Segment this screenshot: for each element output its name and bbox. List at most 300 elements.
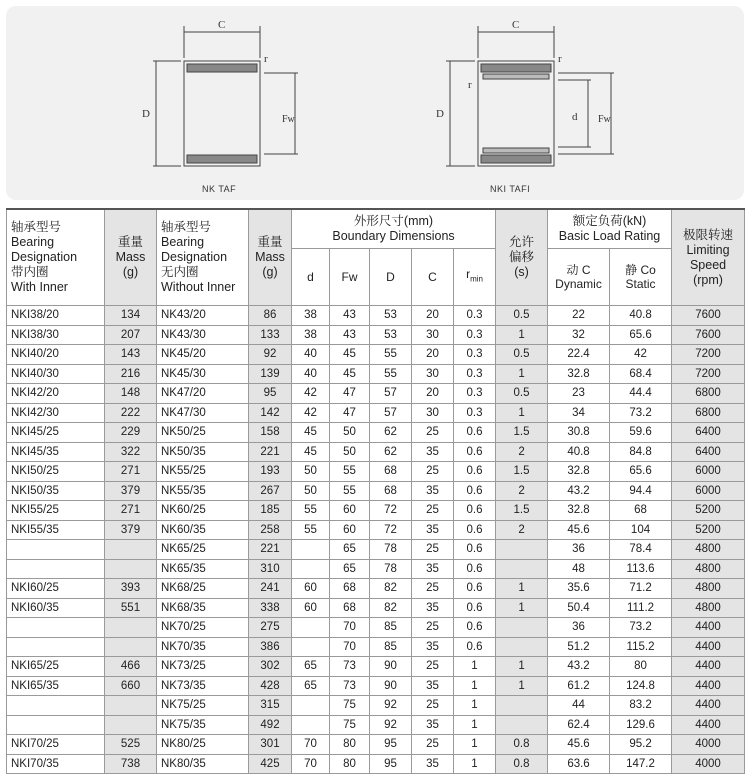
cell-designation-inner bbox=[7, 715, 105, 735]
table-row bbox=[7, 618, 745, 638]
cell-static-co: 40.8 bbox=[610, 306, 672, 326]
cell-mass-noinner: 139 bbox=[249, 364, 292, 384]
cell-rmin: 0.3 bbox=[454, 306, 496, 326]
cell-fw: 68 bbox=[330, 579, 370, 599]
cell-mass-noinner: 185 bbox=[249, 501, 292, 521]
cell-d-outer: 53 bbox=[370, 306, 412, 326]
cell-dynamic-c: 32.8 bbox=[548, 501, 610, 521]
cell-rmin: 0.6 bbox=[454, 540, 496, 560]
bearing-spec-table bbox=[6, 208, 745, 774]
cell-offset bbox=[496, 618, 548, 638]
spec-table-body bbox=[7, 306, 745, 774]
cell-d: 55 bbox=[292, 520, 330, 540]
cell-designation-noinner: NK80/35 bbox=[157, 754, 249, 774]
cell-fw: 75 bbox=[330, 696, 370, 716]
cell-dynamic-c: 36 bbox=[548, 618, 610, 638]
table-row bbox=[7, 423, 745, 443]
cell-mass-inner bbox=[105, 696, 157, 716]
cell-c: 20 bbox=[412, 384, 454, 404]
cell-rmin: 0.6 bbox=[454, 598, 496, 618]
cell-designation-inner: NKI40/20 bbox=[7, 345, 105, 365]
cell-static-co: 147.2 bbox=[610, 754, 672, 774]
cell-dynamic-c: 23 bbox=[548, 384, 610, 404]
nki-inner-ring-bottom bbox=[483, 148, 549, 153]
cell-c: 35 bbox=[412, 676, 454, 696]
cell-mass-inner: 207 bbox=[105, 325, 157, 345]
cell-c: 30 bbox=[412, 325, 454, 345]
cell-speed: 4400 bbox=[672, 618, 745, 638]
header-mass-inner: 重量 Mass (g) bbox=[105, 209, 157, 306]
cell-dynamic-c: 40.8 bbox=[548, 442, 610, 462]
cell-rmin: 0.3 bbox=[454, 384, 496, 404]
cell-d-outer: 62 bbox=[370, 423, 412, 443]
cell-mass-inner: 379 bbox=[105, 481, 157, 501]
header-mass-noinner: 重量 Mass (g) bbox=[249, 209, 292, 306]
cell-rmin: 0.6 bbox=[454, 618, 496, 638]
cell-speed: 6400 bbox=[672, 423, 745, 443]
cell-dynamic-c: 51.2 bbox=[548, 637, 610, 657]
table-row bbox=[7, 579, 745, 599]
header-rmin: $r_{min}$ bbox=[454, 249, 496, 306]
header-speed: 极限转速 Limiting Speed (rpm) bbox=[672, 209, 745, 306]
cell-d-outer: 62 bbox=[370, 442, 412, 462]
cell-d-outer: 68 bbox=[370, 481, 412, 501]
cell-designation-inner: NKI50/35 bbox=[7, 481, 105, 501]
cell-c: 20 bbox=[412, 306, 454, 326]
header-dynamic: 动 C Dynamic bbox=[548, 249, 610, 306]
cell-designation-inner: NKI45/25 bbox=[7, 423, 105, 443]
cell-designation-noinner: NK68/25 bbox=[157, 579, 249, 599]
cell-c: 30 bbox=[412, 364, 454, 384]
cell-dynamic-c: 32 bbox=[548, 325, 610, 345]
nk-d-label: D bbox=[142, 108, 150, 120]
cell-mass-noinner: 425 bbox=[249, 754, 292, 774]
table-row bbox=[7, 735, 745, 755]
cell-offset: 1 bbox=[496, 364, 548, 384]
cell-d: 38 bbox=[292, 306, 330, 326]
cell-static-co: 80 bbox=[610, 657, 672, 677]
table-row bbox=[7, 384, 745, 404]
cell-dynamic-c: 35.6 bbox=[548, 579, 610, 599]
cell-speed: 7600 bbox=[672, 306, 745, 326]
header-designation-inner: 轴承型号 Bearing Designation 带内圈 With Inner bbox=[7, 209, 105, 306]
cell-mass-inner: 379 bbox=[105, 520, 157, 540]
cell-d-outer: 72 bbox=[370, 520, 412, 540]
cell-mass-noinner: 158 bbox=[249, 423, 292, 443]
cell-offset: 1.5 bbox=[496, 423, 548, 443]
cell-rmin: 0.6 bbox=[454, 520, 496, 540]
cell-offset: 1 bbox=[496, 579, 548, 599]
table-row bbox=[7, 442, 745, 462]
cell-designation-noinner: NK75/25 bbox=[157, 696, 249, 716]
cell-designation-noinner: NK43/20 bbox=[157, 306, 249, 326]
cell-designation-noinner: NK45/30 bbox=[157, 364, 249, 384]
cell-rmin: 0.3 bbox=[454, 364, 496, 384]
table-row bbox=[7, 501, 745, 521]
cell-mass-inner: 322 bbox=[105, 442, 157, 462]
nki-c-label: C bbox=[512, 19, 520, 31]
cell-designation-inner bbox=[7, 618, 105, 638]
cell-speed: 5200 bbox=[672, 501, 745, 521]
cell-c: 25 bbox=[412, 423, 454, 443]
cell-speed: 7200 bbox=[672, 345, 745, 365]
cell-rmin: 0.3 bbox=[454, 345, 496, 365]
cell-rmin: 1 bbox=[454, 735, 496, 755]
cell-designation-inner: NKI55/35 bbox=[7, 520, 105, 540]
cell-c: 35 bbox=[412, 637, 454, 657]
cell-static-co: 78.4 bbox=[610, 540, 672, 560]
cell-dynamic-c: 48 bbox=[548, 559, 610, 579]
cell-static-co: 42 bbox=[610, 345, 672, 365]
cell-d-outer: 90 bbox=[370, 676, 412, 696]
cell-d bbox=[292, 559, 330, 579]
cell-d-outer: 95 bbox=[370, 735, 412, 755]
cell-speed: 7200 bbox=[672, 364, 745, 384]
cell-offset bbox=[496, 559, 548, 579]
cell-mass-noinner: 142 bbox=[249, 403, 292, 423]
cell-static-co: 65.6 bbox=[610, 462, 672, 482]
nki-r-label-top: r bbox=[558, 53, 562, 65]
cell-d bbox=[292, 637, 330, 657]
cell-speed: 4400 bbox=[672, 637, 745, 657]
cell-d: 70 bbox=[292, 754, 330, 774]
cell-rmin: 1 bbox=[454, 676, 496, 696]
header-d: d bbox=[292, 249, 330, 306]
cell-c: 35 bbox=[412, 598, 454, 618]
cell-fw: 55 bbox=[330, 462, 370, 482]
cell-mass-noinner: 241 bbox=[249, 579, 292, 599]
nki-fw-label: Fw bbox=[598, 114, 611, 125]
cell-offset: 0.5 bbox=[496, 384, 548, 404]
cell-static-co: 94.4 bbox=[610, 481, 672, 501]
cell-dynamic-c: 36 bbox=[548, 540, 610, 560]
cell-offset: 1.5 bbox=[496, 501, 548, 521]
cell-static-co: 115.2 bbox=[610, 637, 672, 657]
cell-d: 45 bbox=[292, 423, 330, 443]
cell-static-co: 104 bbox=[610, 520, 672, 540]
cell-rmin: 0.3 bbox=[454, 403, 496, 423]
cell-d-outer: 53 bbox=[370, 325, 412, 345]
cell-mass-noinner: 302 bbox=[249, 657, 292, 677]
header-static: 静 Co Static bbox=[610, 249, 672, 306]
cell-c: 25 bbox=[412, 618, 454, 638]
cell-dynamic-c: 62.4 bbox=[548, 715, 610, 735]
cell-d: 38 bbox=[292, 325, 330, 345]
table-row bbox=[7, 715, 745, 735]
cell-offset: 0.8 bbox=[496, 735, 548, 755]
cell-d-outer: 78 bbox=[370, 559, 412, 579]
cell-mass-noinner: 275 bbox=[249, 618, 292, 638]
cell-c: 25 bbox=[412, 735, 454, 755]
cell-mass-inner: 229 bbox=[105, 423, 157, 443]
cell-d-outer: 95 bbox=[370, 754, 412, 774]
nk-fw-label: Fw bbox=[282, 114, 295, 125]
header-c: C bbox=[412, 249, 454, 306]
nki-r-label-side: r bbox=[468, 79, 472, 91]
cell-static-co: 73.2 bbox=[610, 403, 672, 423]
cell-offset: 0.8 bbox=[496, 754, 548, 774]
cell-fw: 73 bbox=[330, 676, 370, 696]
table-row bbox=[7, 345, 745, 365]
cell-designation-noinner: NK70/25 bbox=[157, 618, 249, 638]
cell-rmin: 0.6 bbox=[454, 637, 496, 657]
cell-fw: 45 bbox=[330, 364, 370, 384]
table-row bbox=[7, 676, 745, 696]
cell-speed: 7600 bbox=[672, 325, 745, 345]
cell-rmin: 0.6 bbox=[454, 559, 496, 579]
cell-offset: 1 bbox=[496, 325, 548, 345]
cell-mass-inner: 222 bbox=[105, 403, 157, 423]
cell-speed: 4800 bbox=[672, 579, 745, 599]
cell-offset: 0.5 bbox=[496, 345, 548, 365]
cell-c: 25 bbox=[412, 462, 454, 482]
cell-designation-inner: NKI42/30 bbox=[7, 403, 105, 423]
cell-mass-inner bbox=[105, 715, 157, 735]
cell-dynamic-c: 34 bbox=[548, 403, 610, 423]
cell-c: 25 bbox=[412, 540, 454, 560]
cell-static-co: 83.2 bbox=[610, 696, 672, 716]
cell-fw: 65 bbox=[330, 540, 370, 560]
cell-d-outer: 85 bbox=[370, 637, 412, 657]
nk-outer-ring-outline bbox=[184, 61, 260, 166]
cell-d: 42 bbox=[292, 384, 330, 404]
cell-d: 65 bbox=[292, 657, 330, 677]
cell-d bbox=[292, 618, 330, 638]
nk-roller-bottom bbox=[187, 155, 257, 163]
cell-d-outer: 57 bbox=[370, 403, 412, 423]
cell-d bbox=[292, 696, 330, 716]
cell-offset: 2 bbox=[496, 481, 548, 501]
cell-speed: 6400 bbox=[672, 442, 745, 462]
header-offset: 允许 偏移 (s) bbox=[496, 209, 548, 306]
cell-c: 25 bbox=[412, 501, 454, 521]
cell-speed: 4800 bbox=[672, 559, 745, 579]
cell-static-co: 84.8 bbox=[610, 442, 672, 462]
cell-d: 60 bbox=[292, 598, 330, 618]
cell-rmin: 1 bbox=[454, 715, 496, 735]
cell-static-co: 65.6 bbox=[610, 325, 672, 345]
cell-mass-noinner: 221 bbox=[249, 442, 292, 462]
cell-mass-noinner: 92 bbox=[249, 345, 292, 365]
cell-static-co: 68 bbox=[610, 501, 672, 521]
nk-c-label: C bbox=[218, 19, 226, 31]
cell-dynamic-c: 45.6 bbox=[548, 520, 610, 540]
cell-fw: 43 bbox=[330, 306, 370, 326]
cell-dynamic-c: 32.8 bbox=[548, 462, 610, 482]
cell-fw: 50 bbox=[330, 442, 370, 462]
cell-designation-inner: NKI55/25 bbox=[7, 501, 105, 521]
cell-d-outer: 82 bbox=[370, 598, 412, 618]
cell-d-outer: 92 bbox=[370, 696, 412, 716]
cell-speed: 4400 bbox=[672, 696, 745, 716]
cell-rmin: 1 bbox=[454, 754, 496, 774]
cell-dynamic-c: 32.8 bbox=[548, 364, 610, 384]
cell-mass-noinner: 338 bbox=[249, 598, 292, 618]
cell-fw: 60 bbox=[330, 520, 370, 540]
table-row bbox=[7, 306, 745, 326]
cell-dynamic-c: 30.8 bbox=[548, 423, 610, 443]
drawing-panel bbox=[6, 6, 744, 200]
cell-rmin: 0.6 bbox=[454, 501, 496, 521]
cell-fw: 47 bbox=[330, 384, 370, 404]
cell-mass-inner: 738 bbox=[105, 754, 157, 774]
cell-mass-inner: 143 bbox=[105, 345, 157, 365]
cell-designation-noinner: NK55/35 bbox=[157, 481, 249, 501]
cell-mass-noinner: 258 bbox=[249, 520, 292, 540]
cell-mass-inner: 271 bbox=[105, 501, 157, 521]
cell-offset bbox=[496, 540, 548, 560]
cell-static-co: 113.6 bbox=[610, 559, 672, 579]
cell-speed: 6000 bbox=[672, 462, 745, 482]
cell-fw: 65 bbox=[330, 559, 370, 579]
cell-d-outer: 82 bbox=[370, 579, 412, 599]
cell-designation-noinner: NK60/35 bbox=[157, 520, 249, 540]
cell-designation-inner: NKI65/25 bbox=[7, 657, 105, 677]
cell-static-co: 73.2 bbox=[610, 618, 672, 638]
cell-speed: 6800 bbox=[672, 384, 745, 404]
cell-d bbox=[292, 715, 330, 735]
cell-fw: 70 bbox=[330, 637, 370, 657]
cell-static-co: 71.2 bbox=[610, 579, 672, 599]
cell-static-co: 129.6 bbox=[610, 715, 672, 735]
cell-offset: 1 bbox=[496, 657, 548, 677]
cell-d: 55 bbox=[292, 501, 330, 521]
cell-offset: 2 bbox=[496, 520, 548, 540]
cell-designation-noinner: NK73/25 bbox=[157, 657, 249, 677]
cell-mass-noinner: 301 bbox=[249, 735, 292, 755]
table-row bbox=[7, 754, 745, 774]
cell-fw: 55 bbox=[330, 481, 370, 501]
cell-static-co: 59.6 bbox=[610, 423, 672, 443]
cell-rmin: 0.6 bbox=[454, 579, 496, 599]
header-designation-noinner: 轴承型号 Bearing Designation 无内圈 Without Inner bbox=[157, 209, 249, 306]
cell-mass-inner: 271 bbox=[105, 462, 157, 482]
cell-c: 25 bbox=[412, 657, 454, 677]
nk-roller-top bbox=[187, 64, 257, 72]
cell-designation-noinner: NK73/35 bbox=[157, 676, 249, 696]
table-row bbox=[7, 540, 745, 560]
cell-designation-inner: NKI65/35 bbox=[7, 676, 105, 696]
cell-d-outer: 55 bbox=[370, 364, 412, 384]
cell-static-co: 68.4 bbox=[610, 364, 672, 384]
cell-mass-noinner: 386 bbox=[249, 637, 292, 657]
cell-mass-noinner: 315 bbox=[249, 696, 292, 716]
cell-designation-noinner: NK50/25 bbox=[157, 423, 249, 443]
cell-speed: 4400 bbox=[672, 715, 745, 735]
cell-mass-inner: 466 bbox=[105, 657, 157, 677]
cell-rmin: 0.6 bbox=[454, 481, 496, 501]
cell-mass-inner: 134 bbox=[105, 306, 157, 326]
cell-dynamic-c: 63.6 bbox=[548, 754, 610, 774]
cell-designation-inner: NKI42/20 bbox=[7, 384, 105, 404]
cell-mass-noinner: 133 bbox=[249, 325, 292, 345]
table-row bbox=[7, 364, 745, 384]
cell-mass-inner: 216 bbox=[105, 364, 157, 384]
nki-d-inner-label: d bbox=[572, 111, 578, 123]
table-row bbox=[7, 637, 745, 657]
cell-static-co: 44.4 bbox=[610, 384, 672, 404]
table-row bbox=[7, 481, 745, 501]
cell-speed: 4000 bbox=[672, 754, 745, 774]
cell-offset: 1 bbox=[496, 598, 548, 618]
cell-static-co: 124.8 bbox=[610, 676, 672, 696]
cell-designation-inner bbox=[7, 559, 105, 579]
cell-designation-noinner: NK60/25 bbox=[157, 501, 249, 521]
cell-offset: 1 bbox=[496, 676, 548, 696]
cell-offset bbox=[496, 637, 548, 657]
cell-dynamic-c: 61.2 bbox=[548, 676, 610, 696]
cell-mass-noinner: 86 bbox=[249, 306, 292, 326]
cell-c: 35 bbox=[412, 559, 454, 579]
cell-offset: 1.5 bbox=[496, 462, 548, 482]
cell-fw: 75 bbox=[330, 715, 370, 735]
cell-d: 65 bbox=[292, 676, 330, 696]
cell-d-outer: 85 bbox=[370, 618, 412, 638]
cell-d: 60 bbox=[292, 579, 330, 599]
header-boundary: 外形尺寸(mm) Boundary Dimensions bbox=[292, 209, 496, 249]
cell-fw: 60 bbox=[330, 501, 370, 521]
cell-d-outer: 57 bbox=[370, 384, 412, 404]
cell-designation-noinner: NK80/25 bbox=[157, 735, 249, 755]
cell-d-outer: 90 bbox=[370, 657, 412, 677]
cell-d: 45 bbox=[292, 442, 330, 462]
nk-caption: NK TAF bbox=[202, 184, 237, 194]
cell-c: 25 bbox=[412, 696, 454, 716]
cell-speed: 4400 bbox=[672, 676, 745, 696]
cell-mass-inner bbox=[105, 559, 157, 579]
cell-designation-noinner: NK45/20 bbox=[157, 345, 249, 365]
cell-designation-inner bbox=[7, 696, 105, 716]
cell-d: 42 bbox=[292, 403, 330, 423]
cell-designation-noinner: NK70/35 bbox=[157, 637, 249, 657]
cell-c: 35 bbox=[412, 520, 454, 540]
cell-c: 35 bbox=[412, 715, 454, 735]
cell-mass-inner: 525 bbox=[105, 735, 157, 755]
cell-fw: 47 bbox=[330, 403, 370, 423]
table-row bbox=[7, 462, 745, 482]
cell-designation-noinner: NK47/20 bbox=[157, 384, 249, 404]
cell-fw: 70 bbox=[330, 618, 370, 638]
cell-mass-inner: 660 bbox=[105, 676, 157, 696]
cell-designation-noinner: NK55/25 bbox=[157, 462, 249, 482]
cell-c: 25 bbox=[412, 579, 454, 599]
cell-d: 40 bbox=[292, 345, 330, 365]
cell-speed: 4800 bbox=[672, 540, 745, 560]
cell-offset: 0.5 bbox=[496, 306, 548, 326]
cell-c: 30 bbox=[412, 403, 454, 423]
cell-designation-inner: NKI38/20 bbox=[7, 306, 105, 326]
cell-fw: 45 bbox=[330, 345, 370, 365]
cell-static-co: 95.2 bbox=[610, 735, 672, 755]
cell-d-outer: 72 bbox=[370, 501, 412, 521]
table-row bbox=[7, 325, 745, 345]
cell-rmin: 0.3 bbox=[454, 325, 496, 345]
cell-c: 35 bbox=[412, 754, 454, 774]
cell-mass-noinner: 193 bbox=[249, 462, 292, 482]
cell-offset bbox=[496, 715, 548, 735]
bearing-drawings bbox=[6, 6, 744, 200]
cell-dynamic-c: 43.2 bbox=[548, 481, 610, 501]
cell-mass-noinner: 95 bbox=[249, 384, 292, 404]
cell-rmin: 1 bbox=[454, 657, 496, 677]
cell-designation-noinner: NK68/35 bbox=[157, 598, 249, 618]
cell-d: 70 bbox=[292, 735, 330, 755]
cell-fw: 80 bbox=[330, 754, 370, 774]
cell-mass-inner bbox=[105, 618, 157, 638]
cell-c: 35 bbox=[412, 442, 454, 462]
cell-designation-inner: NKI38/30 bbox=[7, 325, 105, 345]
cell-fw: 43 bbox=[330, 325, 370, 345]
